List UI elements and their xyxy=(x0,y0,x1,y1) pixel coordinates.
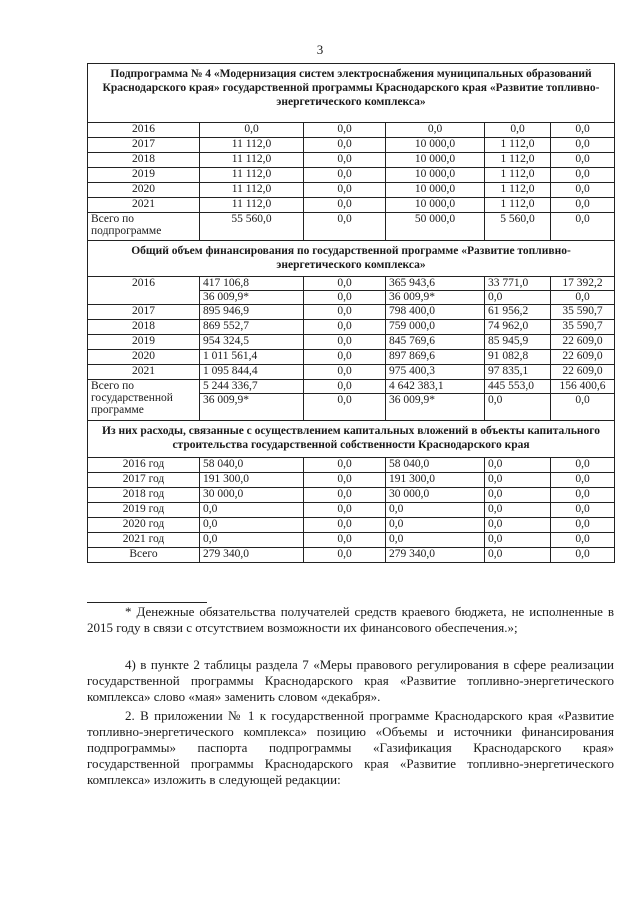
value-cell xyxy=(485,380,551,421)
value: 10 000,0 xyxy=(414,198,456,210)
value-secondary: 0,0 xyxy=(304,393,385,407)
value-secondary: 0,0 xyxy=(551,290,614,304)
section-heading: Общий объем финансирования по государственной программе «Развитие топливно-энергетического комплекса» xyxy=(88,241,615,277)
value: 0,0 xyxy=(575,123,590,135)
table-row xyxy=(88,380,615,421)
value: 0,0 xyxy=(389,503,404,515)
value-cell xyxy=(304,548,386,563)
value-cell xyxy=(304,168,386,183)
table-row xyxy=(88,320,615,335)
value: 1 112,0 xyxy=(500,138,535,150)
value-cell xyxy=(386,168,485,183)
row-label: 2020 xyxy=(88,183,200,198)
value-secondary: 0,0 xyxy=(304,290,385,304)
value: 954 324,5 xyxy=(203,335,249,347)
value: 22 609,0 xyxy=(562,350,603,362)
table-row xyxy=(88,335,615,350)
value: 0,0 xyxy=(337,277,352,289)
value: 0,0 xyxy=(203,518,218,530)
value: 0,0 xyxy=(575,503,590,515)
paragraph-2-text: 2. В приложении № 1 к государственной программе Краснодарского края «Развитие топливно-энергетического комплекса» позицию «Объемы и источники финансирования подпрограммы» паспорта подпрограммы «Газификация Краснодарского края» государственной программы Краснодарского края «Развитие топливно-энергетического комплекса» изложить в следующей редакции: xyxy=(87,708,614,787)
value: 58 040,0 xyxy=(389,458,430,470)
value-cell xyxy=(304,320,386,335)
value-secondary: 0,0 xyxy=(485,290,550,304)
value: 1 011 561,4 xyxy=(203,350,258,362)
value: 35 590,7 xyxy=(562,320,603,332)
value: 0,0 xyxy=(488,458,503,470)
value-cell xyxy=(386,123,485,138)
value-cell xyxy=(200,488,304,503)
value-cell xyxy=(485,305,551,320)
row-label: 2016 xyxy=(88,277,200,305)
value-cell xyxy=(200,277,304,305)
value-cell xyxy=(386,138,485,153)
value-cell xyxy=(551,533,615,548)
value: 1 112,0 xyxy=(500,168,535,180)
value: 10 000,0 xyxy=(414,153,456,165)
value: 11 112,0 xyxy=(231,138,272,150)
value: 0,0 xyxy=(575,213,590,225)
value-cell xyxy=(551,198,615,213)
value: 0,0 xyxy=(337,138,352,150)
value-cell xyxy=(200,365,304,380)
value-cell xyxy=(200,548,304,563)
section-heading: Подпрограмма № 4 «Модернизация систем электроснабжения муниципальных образований Краснодарского края» государственной программы Краснодарского края «Развитие топливно-энергетического комплекса» xyxy=(88,64,615,123)
value-cell xyxy=(485,213,551,241)
value: 0,0 xyxy=(488,503,503,515)
value-cell xyxy=(386,503,485,518)
value-cell xyxy=(386,458,485,473)
value-cell xyxy=(551,503,615,518)
value: 0,0 xyxy=(203,533,218,545)
value-cell xyxy=(551,473,615,488)
footnote-separator xyxy=(87,602,207,603)
row-label: 2020 xyxy=(88,350,200,365)
value: 0,0 xyxy=(575,183,590,195)
value: 0,0 xyxy=(488,518,503,530)
row-label: 2017 xyxy=(88,138,200,153)
value-cell xyxy=(200,138,304,153)
value: 22 609,0 xyxy=(562,365,603,377)
value: 0,0 xyxy=(337,213,352,225)
row-label: 2021 xyxy=(88,198,200,213)
value-cell xyxy=(200,335,304,350)
value: 11 112,0 xyxy=(231,198,272,210)
page-number: 3 xyxy=(316,42,324,57)
value-cell xyxy=(304,488,386,503)
value-cell xyxy=(485,503,551,518)
value-cell xyxy=(485,183,551,198)
financing-table-body xyxy=(88,64,615,563)
value: 30 000,0 xyxy=(389,488,430,500)
value: 0,0 xyxy=(337,335,352,347)
value-cell xyxy=(386,320,485,335)
value-cell xyxy=(485,488,551,503)
value: 35 590,7 xyxy=(562,305,603,317)
paragraph-4-text: 4) в пункте 2 таблицы раздела 7 «Меры правового регулирования в сфере реализации государственной программы Краснодарского края «Развитие топливно-энергетического комплекса» слово «мая» заменить словом «декабря». xyxy=(87,657,614,704)
value: 11 112,0 xyxy=(231,168,272,180)
value: 0,0 xyxy=(575,488,590,500)
value-cell xyxy=(485,548,551,563)
value-cell xyxy=(304,365,386,380)
value-cell xyxy=(386,365,485,380)
value-cell xyxy=(200,503,304,518)
value: 759 000,0 xyxy=(389,320,435,332)
value-cell xyxy=(485,138,551,153)
value: 11 112,0 xyxy=(231,153,272,165)
value-cell xyxy=(386,277,485,305)
value: 0,0 xyxy=(575,138,590,150)
value: 0,0 xyxy=(337,488,352,500)
value: 0,0 xyxy=(488,533,503,545)
value-cell xyxy=(551,365,615,380)
value: 191 300,0 xyxy=(203,473,249,485)
value-cell xyxy=(304,503,386,518)
value: 61 956,2 xyxy=(488,305,529,317)
value: 0,0 xyxy=(510,123,525,135)
value-cell xyxy=(200,153,304,168)
value-cell xyxy=(485,198,551,213)
value: 0,0 xyxy=(337,320,352,332)
value-cell xyxy=(485,123,551,138)
financing-table xyxy=(87,63,615,563)
value-secondary: 36 009,9* xyxy=(386,393,484,407)
value: 156 400,6 xyxy=(559,380,606,392)
value: 10 000,0 xyxy=(414,168,456,180)
value-cell xyxy=(386,213,485,241)
value: 0,0 xyxy=(575,548,590,560)
value: 0,0 xyxy=(575,198,590,210)
value: 30 000,0 xyxy=(203,488,244,500)
value: 0,0 xyxy=(575,473,590,485)
section-heading: Из них расходы, связанные с осуществлением капитальных вложений в объекты капитального строительства государственной собственности Краснодарского края xyxy=(88,421,615,458)
value: 1 112,0 xyxy=(500,183,535,195)
value-cell xyxy=(304,198,386,213)
value: 365 943,6 xyxy=(389,277,435,289)
row-label: 2016 xyxy=(88,123,200,138)
table-row xyxy=(88,548,615,563)
value-cell xyxy=(386,548,485,563)
table-row xyxy=(88,533,615,548)
value-cell xyxy=(200,198,304,213)
value: 0,0 xyxy=(203,503,218,515)
table-row xyxy=(88,503,615,518)
value-cell xyxy=(551,305,615,320)
value: 445 553,0 xyxy=(488,380,534,392)
value: 0,0 xyxy=(244,123,259,135)
value-cell xyxy=(304,380,386,421)
value: 0,0 xyxy=(575,153,590,165)
value-cell xyxy=(485,277,551,305)
value: 279 340,0 xyxy=(203,548,249,560)
row-label: 2016 год xyxy=(88,458,200,473)
value-secondary: 0,0 xyxy=(551,393,614,407)
value: 0,0 xyxy=(337,380,352,392)
value: 1 112,0 xyxy=(500,153,535,165)
table-row xyxy=(88,518,615,533)
value-cell xyxy=(200,518,304,533)
value-cell xyxy=(485,533,551,548)
value-cell xyxy=(304,533,386,548)
value: 869 552,7 xyxy=(203,320,249,332)
row-label: Всего xyxy=(88,548,200,563)
value: 279 340,0 xyxy=(389,548,435,560)
table-row xyxy=(88,365,615,380)
value: 0,0 xyxy=(337,518,352,530)
value-cell xyxy=(386,198,485,213)
value-cell xyxy=(386,183,485,198)
value-cell xyxy=(386,305,485,320)
value: 895 946,9 xyxy=(203,305,249,317)
value-cell xyxy=(551,168,615,183)
value-cell xyxy=(551,183,615,198)
row-label: 2018 xyxy=(88,153,200,168)
value: 22 609,0 xyxy=(562,335,603,347)
value: 5 560,0 xyxy=(500,213,535,225)
value: 0,0 xyxy=(337,183,352,195)
value: 0,0 xyxy=(575,518,590,530)
value-cell xyxy=(304,277,386,305)
row-label: 2019 xyxy=(88,168,200,183)
table-row xyxy=(88,488,615,503)
value-cell xyxy=(386,488,485,503)
table-row xyxy=(88,198,615,213)
value: 191 300,0 xyxy=(389,473,435,485)
value-cell xyxy=(485,473,551,488)
row-label: Всего по государственной программе xyxy=(88,380,200,421)
value-cell xyxy=(551,320,615,335)
value: 10 000,0 xyxy=(414,138,456,150)
value: 17 392,2 xyxy=(562,277,603,289)
value-cell xyxy=(551,277,615,305)
value-cell xyxy=(386,380,485,421)
value: 0,0 xyxy=(337,458,352,470)
value-cell xyxy=(200,320,304,335)
value-cell xyxy=(200,183,304,198)
value: 5 244 336,7 xyxy=(203,380,258,392)
value-cell xyxy=(551,458,615,473)
row-label: 2021 год xyxy=(88,533,200,548)
value: 50 000,0 xyxy=(414,213,456,225)
value-cell xyxy=(386,533,485,548)
value: 0,0 xyxy=(337,503,352,515)
table-row xyxy=(88,277,615,305)
value-secondary: 36 009,9* xyxy=(200,290,303,304)
value-cell xyxy=(304,335,386,350)
value-secondary: 36 009,9* xyxy=(386,290,484,304)
value: 74 962,0 xyxy=(488,320,529,332)
table-row xyxy=(88,153,615,168)
value: 0,0 xyxy=(488,473,503,485)
value-cell xyxy=(304,138,386,153)
value: 0,0 xyxy=(337,365,352,377)
value: 0,0 xyxy=(337,153,352,165)
value-cell xyxy=(200,533,304,548)
value: 0,0 xyxy=(427,123,443,135)
row-label: Всего по подпрограмме xyxy=(88,213,200,241)
value-cell xyxy=(485,365,551,380)
value-cell xyxy=(200,473,304,488)
value: 0,0 xyxy=(337,473,352,485)
row-label: 2020 год xyxy=(88,518,200,533)
value-cell xyxy=(304,350,386,365)
value-cell xyxy=(304,473,386,488)
value: 0,0 xyxy=(389,533,404,545)
value: 1 112,0 xyxy=(500,198,535,210)
value-cell xyxy=(551,380,615,421)
value-cell xyxy=(304,458,386,473)
row-label: 2019 xyxy=(88,335,200,350)
footnote: * Денежные обязательства получателей средств краевого бюджета, не исполненные в 2015 году в связи с отсутствием возможности их финансового обеспечения.»; xyxy=(87,604,614,635)
value-cell xyxy=(200,350,304,365)
value-cell xyxy=(485,518,551,533)
value: 897 869,6 xyxy=(389,350,435,362)
value-cell xyxy=(200,380,304,421)
value: 58 040,0 xyxy=(203,458,244,470)
paragraph-4 xyxy=(87,657,614,705)
table-row xyxy=(88,213,615,241)
value: 55 560,0 xyxy=(231,213,272,225)
table-row xyxy=(88,123,615,138)
value: 0,0 xyxy=(337,533,352,545)
value: 10 000,0 xyxy=(414,183,456,195)
table-row xyxy=(88,138,615,153)
value-cell xyxy=(551,488,615,503)
value-cell xyxy=(551,548,615,563)
value-cell xyxy=(386,335,485,350)
value-cell xyxy=(551,153,615,168)
value-cell xyxy=(200,458,304,473)
value: 0,0 xyxy=(488,488,503,500)
value-cell xyxy=(551,518,615,533)
value-cell xyxy=(485,350,551,365)
value: 417 106,8 xyxy=(203,277,249,289)
row-label: 2019 год xyxy=(88,503,200,518)
value-cell xyxy=(304,305,386,320)
value: 0,0 xyxy=(575,458,590,470)
table-row xyxy=(88,458,615,473)
value-cell xyxy=(485,153,551,168)
value: 0,0 xyxy=(337,305,352,317)
value-cell xyxy=(485,335,551,350)
value: 0,0 xyxy=(337,198,352,210)
value: 1 095 844,4 xyxy=(203,365,258,377)
row-label: 2017 xyxy=(88,305,200,320)
value-cell xyxy=(386,518,485,533)
value-cell xyxy=(551,350,615,365)
value: 33 771,0 xyxy=(488,277,529,289)
value: 85 945,9 xyxy=(488,335,529,347)
value-cell xyxy=(485,458,551,473)
value-secondary: 36 009,9* xyxy=(200,393,303,407)
value-cell xyxy=(551,335,615,350)
value: 0,0 xyxy=(337,168,352,180)
table-row xyxy=(88,183,615,198)
value: 0,0 xyxy=(389,518,404,530)
value-cell xyxy=(551,213,615,241)
value-cell xyxy=(485,320,551,335)
value: 798 400,0 xyxy=(389,305,435,317)
row-label: 2021 xyxy=(88,365,200,380)
value: 0,0 xyxy=(337,123,352,135)
value-cell xyxy=(386,153,485,168)
value: 97 835,1 xyxy=(488,365,529,377)
value-cell xyxy=(304,123,386,138)
value-cell xyxy=(304,213,386,241)
value: 845 769,6 xyxy=(389,335,435,347)
footnote-text xyxy=(87,604,614,636)
value: 0,0 xyxy=(575,533,590,545)
value: 0,0 xyxy=(337,548,352,560)
value-cell xyxy=(485,168,551,183)
value-cell xyxy=(551,138,615,153)
value-cell xyxy=(200,213,304,241)
value-cell xyxy=(200,123,304,138)
row-label: 2018 xyxy=(88,320,200,335)
value-secondary: 0,0 xyxy=(485,393,550,407)
row-label: 2018 год xyxy=(88,488,200,503)
paragraph-2 xyxy=(87,708,614,788)
value-cell xyxy=(304,183,386,198)
value-cell xyxy=(304,153,386,168)
value: 0,0 xyxy=(488,548,503,560)
value: 4 642 383,1 xyxy=(389,380,444,392)
value: 0,0 xyxy=(575,168,590,180)
value-cell xyxy=(200,168,304,183)
value-cell xyxy=(386,473,485,488)
value-cell xyxy=(551,123,615,138)
value-cell xyxy=(304,518,386,533)
table-row xyxy=(88,168,615,183)
table-row xyxy=(88,305,615,320)
value: 11 112,0 xyxy=(231,183,272,195)
value: 975 400,3 xyxy=(389,365,435,377)
value-cell xyxy=(386,350,485,365)
value: 91 082,8 xyxy=(488,350,529,362)
value: 0,0 xyxy=(337,350,352,362)
table-row xyxy=(88,350,615,365)
table-row xyxy=(88,473,615,488)
row-label: 2017 год xyxy=(88,473,200,488)
value-cell xyxy=(200,305,304,320)
